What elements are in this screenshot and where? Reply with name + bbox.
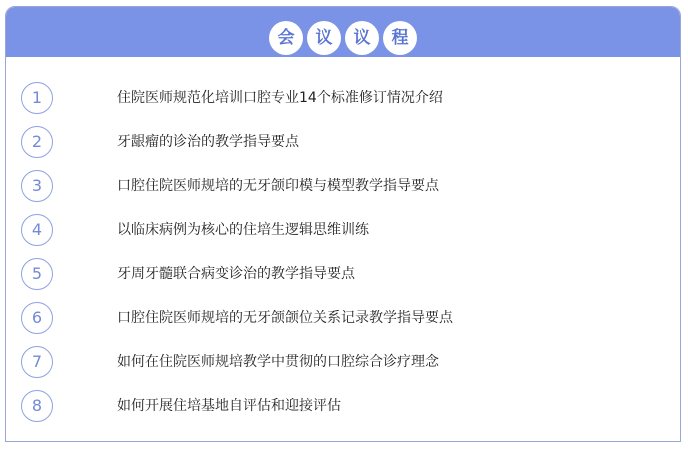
item-title: 如何在住院医师规培教学中贯彻的口腔综合诊疗理念 <box>117 354 439 370</box>
title-char: 会 <box>269 21 303 55</box>
item-title: 牙龈瘤的诊治的教学指导要点 <box>117 134 299 150</box>
agenda-title <box>6 21 680 55</box>
item-title: 以临床病例为核心的住培生逻辑思维训练 <box>117 222 369 238</box>
item-number-badge: 8 <box>21 390 53 422</box>
agenda-header <box>6 7 680 57</box>
agenda-item <box>6 209 680 253</box>
title-char: 程 <box>383 21 417 55</box>
agenda-item <box>6 385 680 429</box>
title-char: 议 <box>345 21 379 55</box>
item-number-badge: 4 <box>21 214 53 246</box>
agenda-item <box>6 341 680 385</box>
agenda-item <box>6 297 680 341</box>
item-title: 口腔住院医师规培的无牙颌印模与模型教学指导要点 <box>117 178 439 194</box>
agenda-item <box>6 165 680 209</box>
item-title: 牙周牙髓联合病变诊治的教学指导要点 <box>117 266 355 282</box>
agenda-item <box>6 253 680 297</box>
item-number-badge: 1 <box>21 82 53 114</box>
agenda-item <box>6 121 680 165</box>
item-number-badge: 3 <box>21 170 53 202</box>
item-title: 住院医师规范化培训口腔专业14个标准修订情况介绍 <box>117 90 443 106</box>
item-number-badge: 6 <box>21 302 53 334</box>
item-number-badge: 2 <box>21 126 53 158</box>
item-number-badge: 7 <box>21 346 53 378</box>
agenda-card <box>5 6 681 442</box>
item-title: 如何开展住培基地自评估和迎接评估 <box>117 398 341 414</box>
title-char: 议 <box>307 21 341 55</box>
item-number-badge: 5 <box>21 258 53 290</box>
item-title: 口腔住院医师规培的无牙颌颌位关系记录教学指导要点 <box>117 310 453 326</box>
agenda-item <box>6 77 680 121</box>
